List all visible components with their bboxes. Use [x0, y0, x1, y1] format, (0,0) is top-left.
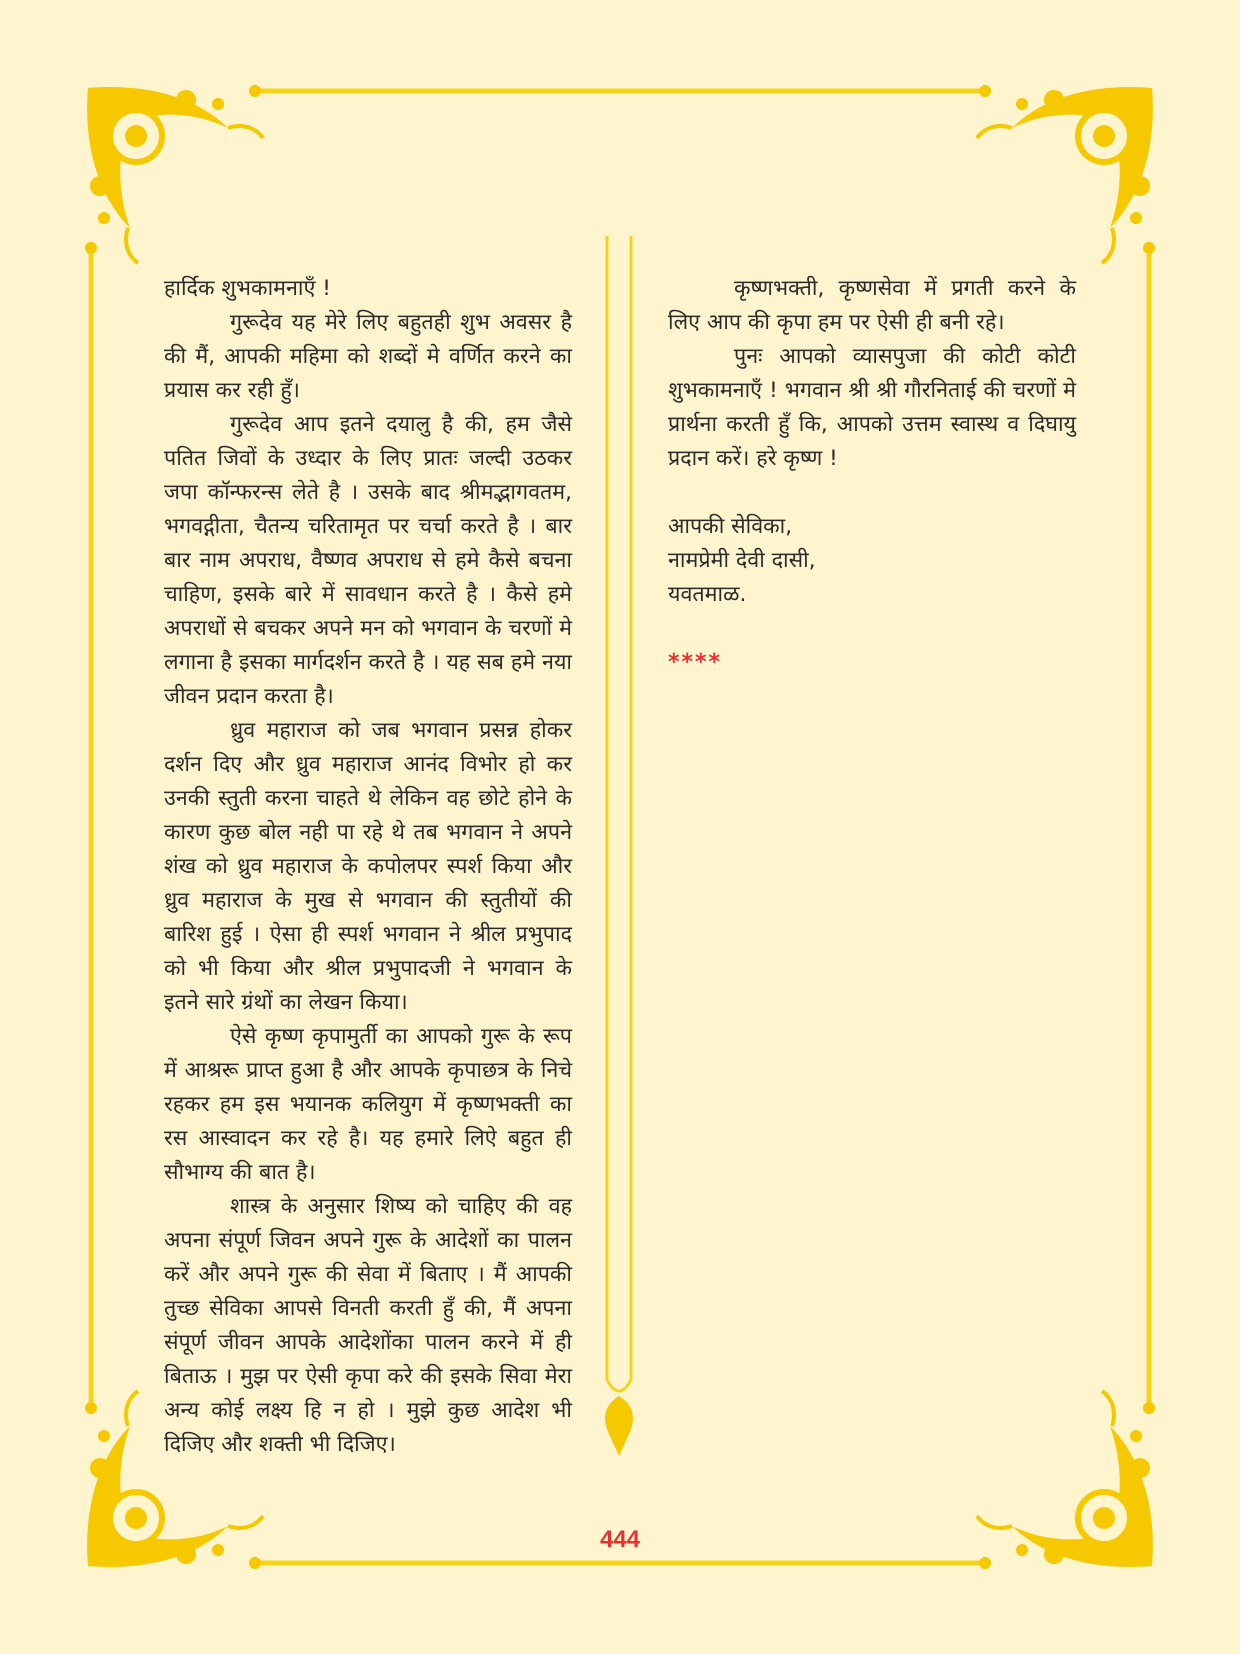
paragraph: हार्दिक शुभकामनाएँ ! — [164, 276, 331, 301]
signature-line: नामप्रेमी देवी दासी, — [668, 548, 816, 573]
column-divider — [605, 236, 633, 1456]
right-text-column — [668, 272, 1076, 680]
page-number: 444 — [599, 1526, 641, 1553]
paragraph: ऐसे कृष्ण कृपामुर्ती का आपको गुरू के रूप में आश्ररू प्राप्त हुआ है और आपके कृपाछत्र के निचे रहकर हम इस भयानक कलियुग में कृष्णभक्ती का रस आस्वादन कर रहे है। यह हमारे लिऐ बहुत ही सौभाग्य की बात है। — [164, 1024, 572, 1185]
paragraph: ध्रुव महाराज को जब भगवान प्रसन्न होकर दर्शन दिए और ध्रुव महाराज आनंद विभोर हो कर उनकी स्तुती करना चाहते थे लेकिन वह छोटे होने के कारण कुछ बोल नही पा रहे थे तब भगवान ने अपने शंख को ध्रुव महाराज के कपोलपर स्पर्श किया और ध्रुव महाराज के मुख से भगवान की स्तुतीयों की बारिश हुई । ऐसा ही स्पर्श भगवान ने श्रील प्रभुपाद को भी किया और श्रील प्रभुपादजी ने भगवान के इतने सारे ग्रंथों का लेखन किया। — [164, 718, 572, 1015]
top-left-corner-ornament — [87, 87, 263, 263]
paragraph: पुनः आपको व्यासपुजा की कोटी कोटी शुभकामनाएँ ! भगवान श्री श्री गौरनिताई की चरणों मे प्रार्थना करती हुँ कि, आपको उत्तम स्वास्थ व दिघायु प्रदान करें। हरे कृष्ण ! — [668, 344, 1076, 471]
paragraph: गुरूदेव यह मेरे लिए बहुतही शुभ अवसर है की मैं, आपकी महिमा को शब्दों मे वर्णित करने का प्रयास कर रही हुँ। — [164, 310, 572, 403]
signature-block — [668, 510, 1076, 612]
stars-separator: **** — [668, 650, 723, 675]
signature-line: यवतमाळ. — [668, 582, 747, 607]
top-right-corner-ornament — [977, 87, 1153, 263]
paragraph: कृष्णभक्ती, कृष्णसेवा में प्रगती करने के लिए आप की कृपा हम पर ऐसी ही बनी रहे। — [668, 276, 1076, 335]
paragraph: गुरूदेव आप इतने दयालु है की, हम जैसे पतित जिवों के उध्दार के लिए प्रातः जल्दी उठकर जपा कॉन्फरन्स लेते है । उसके बाद श्रीमद्भागवतम, भगवद्गीता, चैतन्य चरितामृत पर चर्चा करते है । बार बार नाम अपराध, वैष्णव अपराध से हमे कैसे बचना चाहिण, इसके बारे में सावधान करते है । कैसे हमे अपराधों से बचकर अपने मन को भगवान के चरणों मे लगाना है इसका मार्गदर्शन करते है । यह सब हमे नया जीवन प्रदान करता है। — [164, 412, 572, 709]
signature-line: आपकी सेविका, — [668, 514, 793, 539]
paragraph: शास्त्र के अनुसार शिष्य को चाहिए की वह अपना संपूर्ण जिवन अपने गुरू के आदेशों का पालन करें और अपने गुरू की सेवा में बिताए । मैं आपकी तुच्छ सेविका आपसे विनती करती हुँ की, मैं अपना संपूर्ण जीवन आपके आदेशोंका पालन करने में ही बिताऊ । मुझ पर ऐसी कृपा करे की इसके सिवा मेरा अन्य कोई लक्ष्य हि न हो । मुझे कुछ आदेश भी दिजिए और शक्ती भी दिजिए। — [164, 1194, 572, 1457]
left-text-column — [164, 272, 572, 1462]
